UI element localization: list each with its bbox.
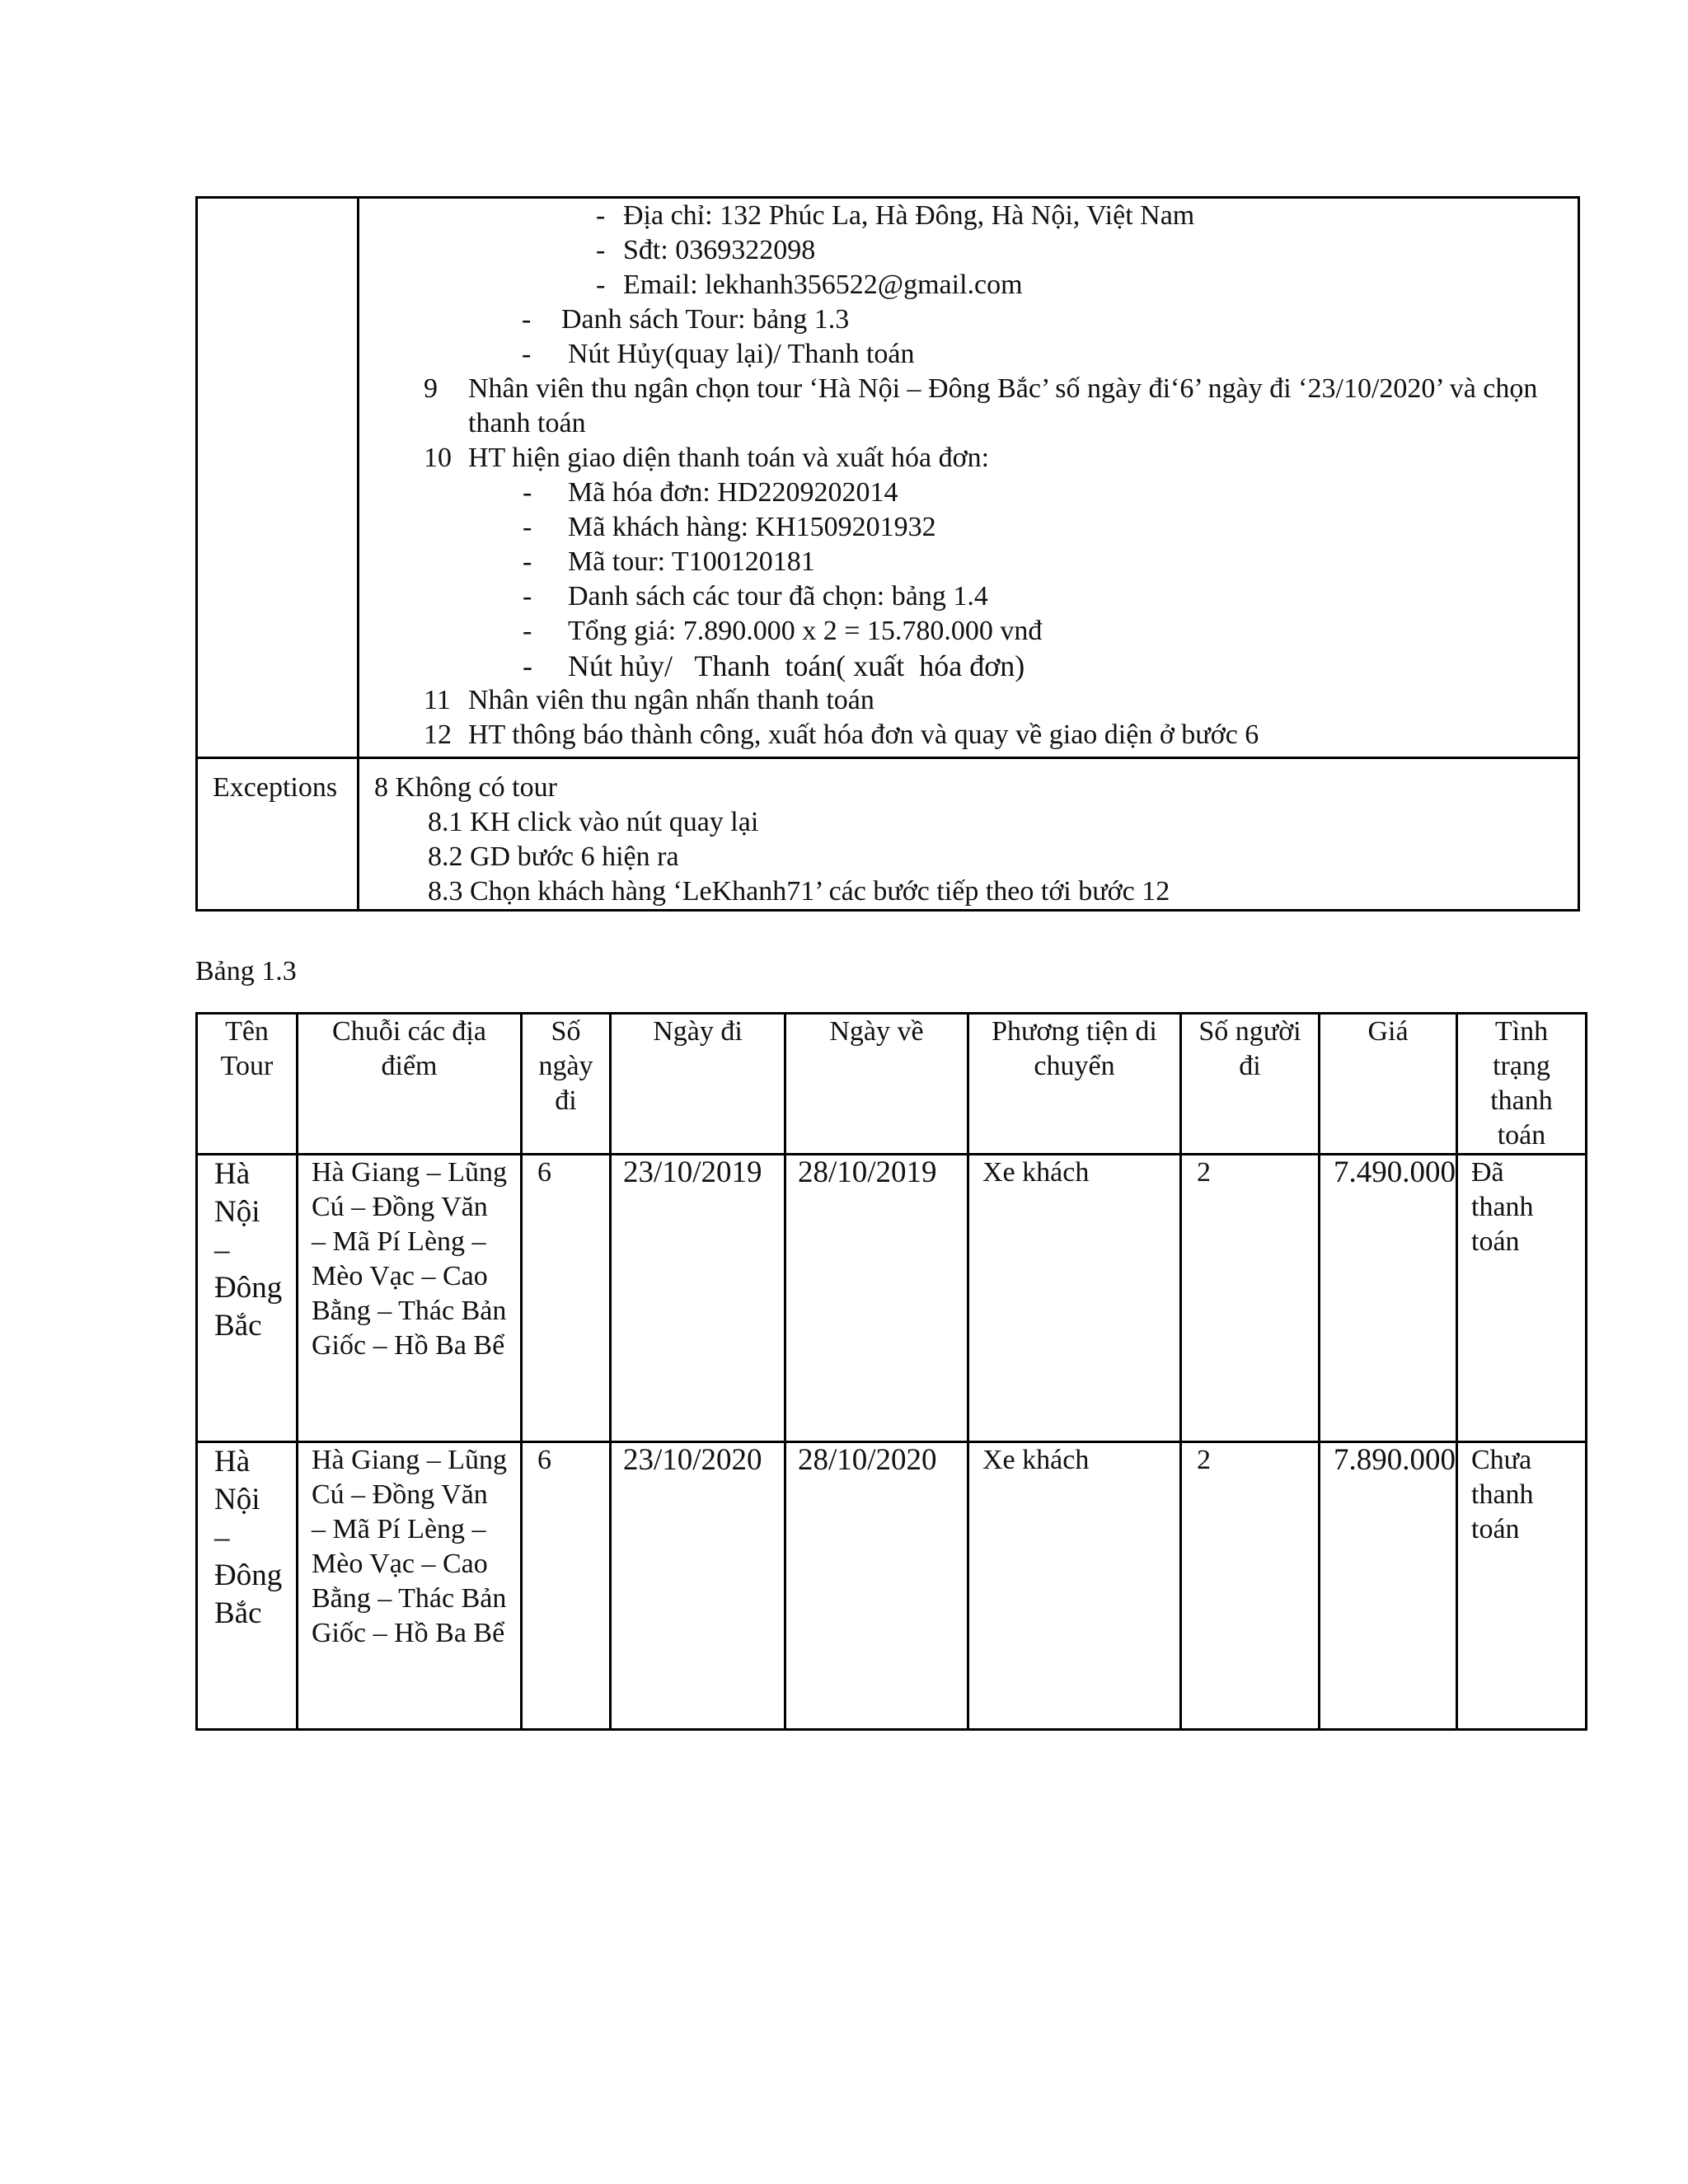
step-12: 12 HT thông báo thành công, xuất hóa đơn và quay về giao diện ở bước 6: [424, 719, 1259, 750]
tour-table: [195, 1012, 1587, 1731]
header-cell: Ngày về: [785, 1014, 968, 1155]
use-case-label-cell-empty: [197, 198, 359, 758]
depart-date-cell: 23/10/2019: [611, 1155, 785, 1442]
step-10: 10 HT hiện giao diện thanh toán và xuất hóa đơn:: [424, 443, 990, 473]
step-11: 11 Nhân viên thu ngân nhấn thanh toán: [424, 685, 874, 715]
payment-status-cell: Đã thanh toán: [1457, 1155, 1587, 1442]
tour-name-cell: Hà Nội – Đông Bắc: [197, 1442, 298, 1730]
header-cell: Số ngày đi: [522, 1014, 611, 1155]
step-9: 9 Nhân viên thu ngân chọn tour ‘Hà Nội – Đông Bắc’ số ngày đi‘6’ ngày đi ‘23/10/2020’ và chọn thanh toán: [424, 373, 1538, 438]
invoice-line: - Mã khách hàng: KH1509201932: [523, 512, 936, 542]
header-cell: Giá: [1320, 1014, 1457, 1155]
header-cell: Ngày đi: [611, 1014, 785, 1155]
invoice-line: - Tổng giá: 7.890.000 x 2 = 15.780.000 vnđ: [523, 616, 1043, 646]
header-cell: Tên Tour: [197, 1014, 298, 1155]
payment-status-cell: Chưa thanh toán: [1457, 1442, 1587, 1730]
tour-name-cell: Hà Nội – Đông Bắc: [197, 1155, 298, 1442]
table-row: [197, 1442, 1587, 1730]
use-case-table: [195, 196, 1580, 912]
route-cell: Hà Giang – Lũng Cú – Đồng Văn – Mã Pí Lèng – Mèo Vạc – Cao Bằng – Thác Bản Giốc – Hồ Ba Bể: [298, 1155, 522, 1442]
price-cell: 7.490.000: [1320, 1155, 1457, 1442]
exception-item: 8.3 Chọn khách hàng ‘LeKhanh71’ các bước tiếp theo tới bước 12: [428, 876, 1170, 907]
route-cell: Hà Giang – Lũng Cú – Đồng Văn – Mã Pí Lèng – Mèo Vạc – Cao Bằng – Thác Bản Giốc – Hồ Ba Bể: [298, 1442, 522, 1730]
exceptions-cell: [359, 758, 1579, 911]
transport-cell: Xe khách: [968, 1155, 1181, 1442]
table-row: [197, 1155, 1587, 1442]
contact-line: - Sđt: 0369322098: [596, 235, 816, 265]
invoice-line: - Nút hủy/ Thanh toán( xuất hóa đơn): [523, 649, 1025, 682]
invoice-line: - Mã tour: T100120181: [523, 546, 815, 577]
table-caption: Bảng 1.3: [195, 956, 297, 987]
people-cell: 2: [1181, 1155, 1320, 1442]
return-date-cell: 28/10/2020: [785, 1442, 968, 1730]
people-cell: 2: [1181, 1442, 1320, 1730]
contact-line: - Email: lekhanh356522@gmail.com: [596, 269, 1023, 300]
header-cell: Số người đi: [1181, 1014, 1320, 1155]
header-cell: Phương tiện di chuyển: [968, 1014, 1181, 1155]
contact-line: - Địa chỉ: 132 Phúc La, Hà Đông, Hà Nội, Việt Nam: [596, 200, 1195, 231]
list-line: - Nút Hủy(quay lại)/ Thanh toán: [522, 339, 915, 369]
return-date-cell: 28/10/2019: [785, 1155, 968, 1442]
invoice-line: - Mã hóa đơn: HD2209202014: [523, 477, 898, 508]
exceptions-label: Exceptions: [197, 758, 359, 911]
transport-cell: Xe khách: [968, 1442, 1181, 1730]
list-line: - Danh sách Tour: bảng 1.3: [522, 304, 850, 335]
header-cell: Tình trạng thanh toán: [1457, 1014, 1587, 1155]
use-case-flow-cell: [359, 198, 1579, 758]
price-cell: 7.890.000: [1320, 1442, 1457, 1730]
invoice-line: - Danh sách các tour đã chọn: bảng 1.4: [523, 581, 988, 612]
exception-title: 8 Không có tour: [374, 772, 557, 803]
exception-item: 8.1 KH click vào nút quay lại: [428, 807, 759, 837]
depart-date-cell: 23/10/2020: [611, 1442, 785, 1730]
days-cell: 6: [522, 1155, 611, 1442]
days-cell: 6: [522, 1442, 611, 1730]
header-cell: Chuỗi các địa điểm: [298, 1014, 522, 1155]
exception-item: 8.2 GD bước 6 hiện ra: [428, 841, 679, 872]
tour-table-header-row: [197, 1014, 1587, 1155]
